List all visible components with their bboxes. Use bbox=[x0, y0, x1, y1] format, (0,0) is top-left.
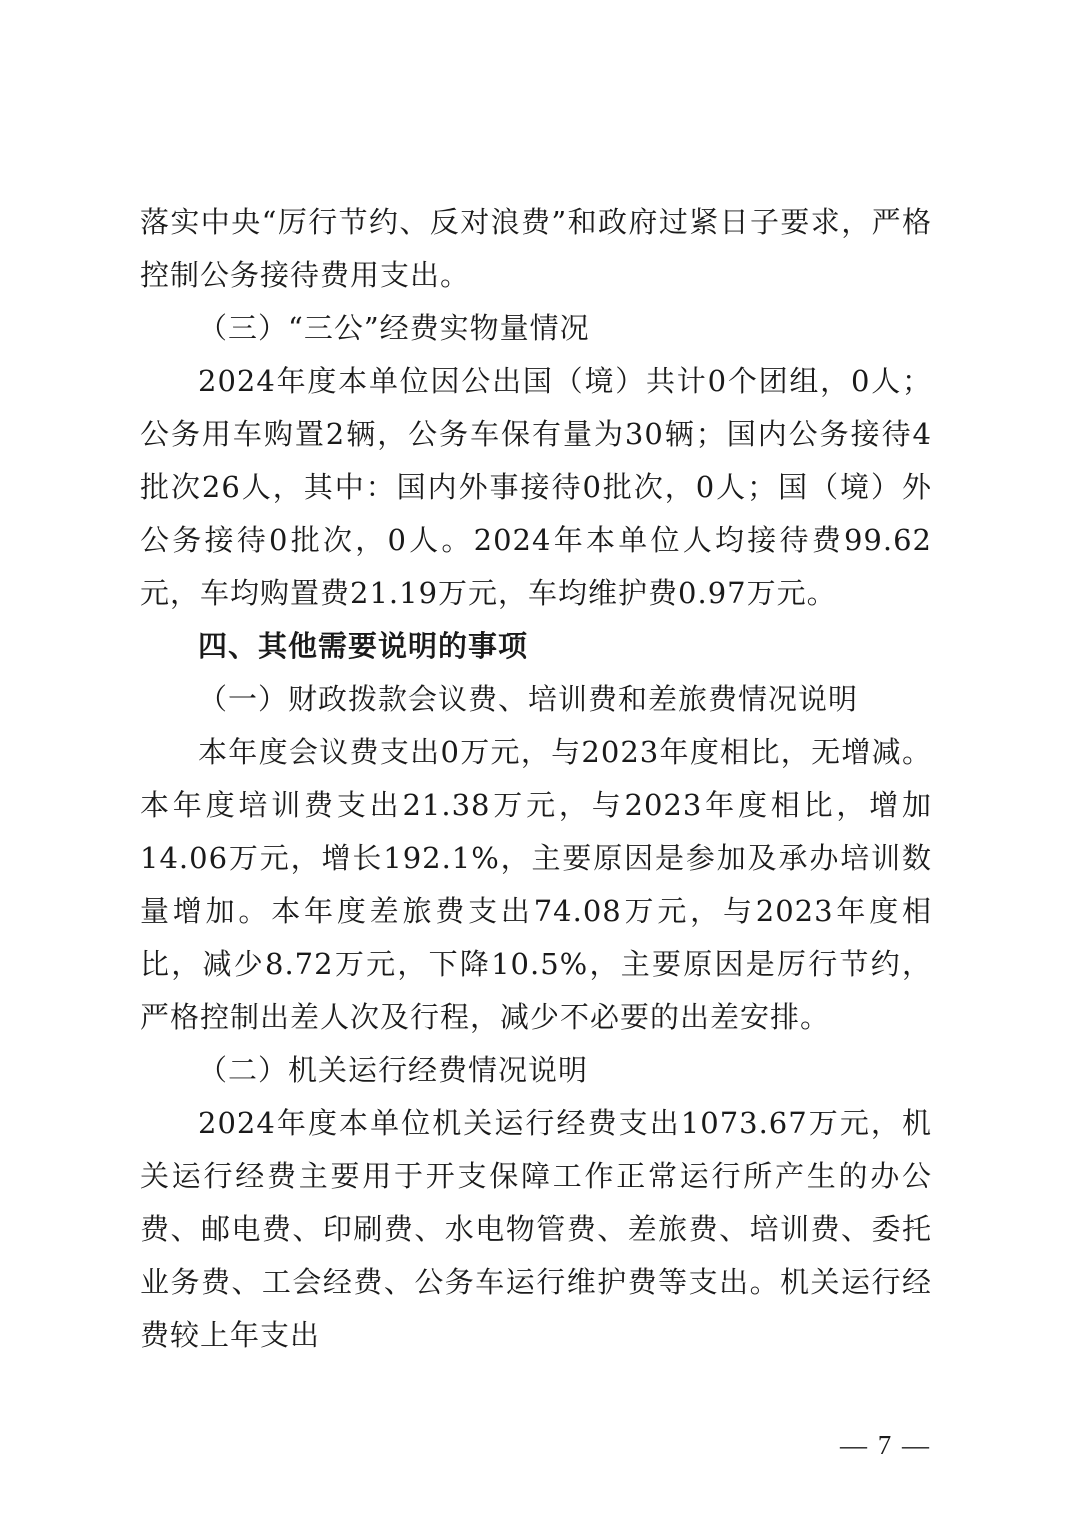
paragraph-operating-expenses: 2024年度本单位机关运行经费支出1073.67万元，机关运行经费主要用于开支保障工作正常运行所产生的办公费、邮电费、印刷费、水电物管费、差旅费、培训费、委托业务费、工会经费、公务车运行维护费等支出。机关运行经费较上年支出 bbox=[140, 1106, 932, 1352]
paragraph-three-public-quantities: 2024年度本单位因公出国（境）共计0个团组，0人；公务用车购置2辆，公务车保有量为30辆；国内公务接待4批次26人，其中：国内外事接待0批次，0人；国（境）外公务接待0批次，0人。2024年本单位人均接待费99.62元，车均购置费21.19万元，车均维护费0.97万元。 bbox=[140, 364, 932, 610]
heading-other-matters: 四、其他需要说明的事项 bbox=[198, 629, 529, 663]
paragraph-continuation: 落实中央“厉行节约、反对浪费”和政府过紧日子要求，严格控制公务接待费用支出。 bbox=[140, 205, 932, 292]
subheading-three-public-quantities: （三）“三公”经费实物量情况 bbox=[198, 311, 590, 345]
subheading-meeting-training-travel: （一）财政拨款会议费、培训费和差旅费情况说明 bbox=[198, 682, 859, 716]
paragraph-meeting-training-travel: 本年度会议费支出0万元，与2023年度相比，无增减。本年度培训费支出21.38万元，与2023年度相比，增加14.06万元，增长192.1%，主要原因是参加及承办培训数量增加。本年度差旅费支出74.08万元，与2023年度相比，减少8.72万元，下降10.5%，主要原因是厉行节约，严格控制出差人次及行程，减少不必要的出差安排。 bbox=[140, 735, 932, 1034]
page-number: — 7 — bbox=[840, 1430, 931, 1460]
subheading-operating-expenses: （二）机关运行经费情况说明 bbox=[198, 1053, 589, 1087]
document-body bbox=[140, 196, 932, 1362]
